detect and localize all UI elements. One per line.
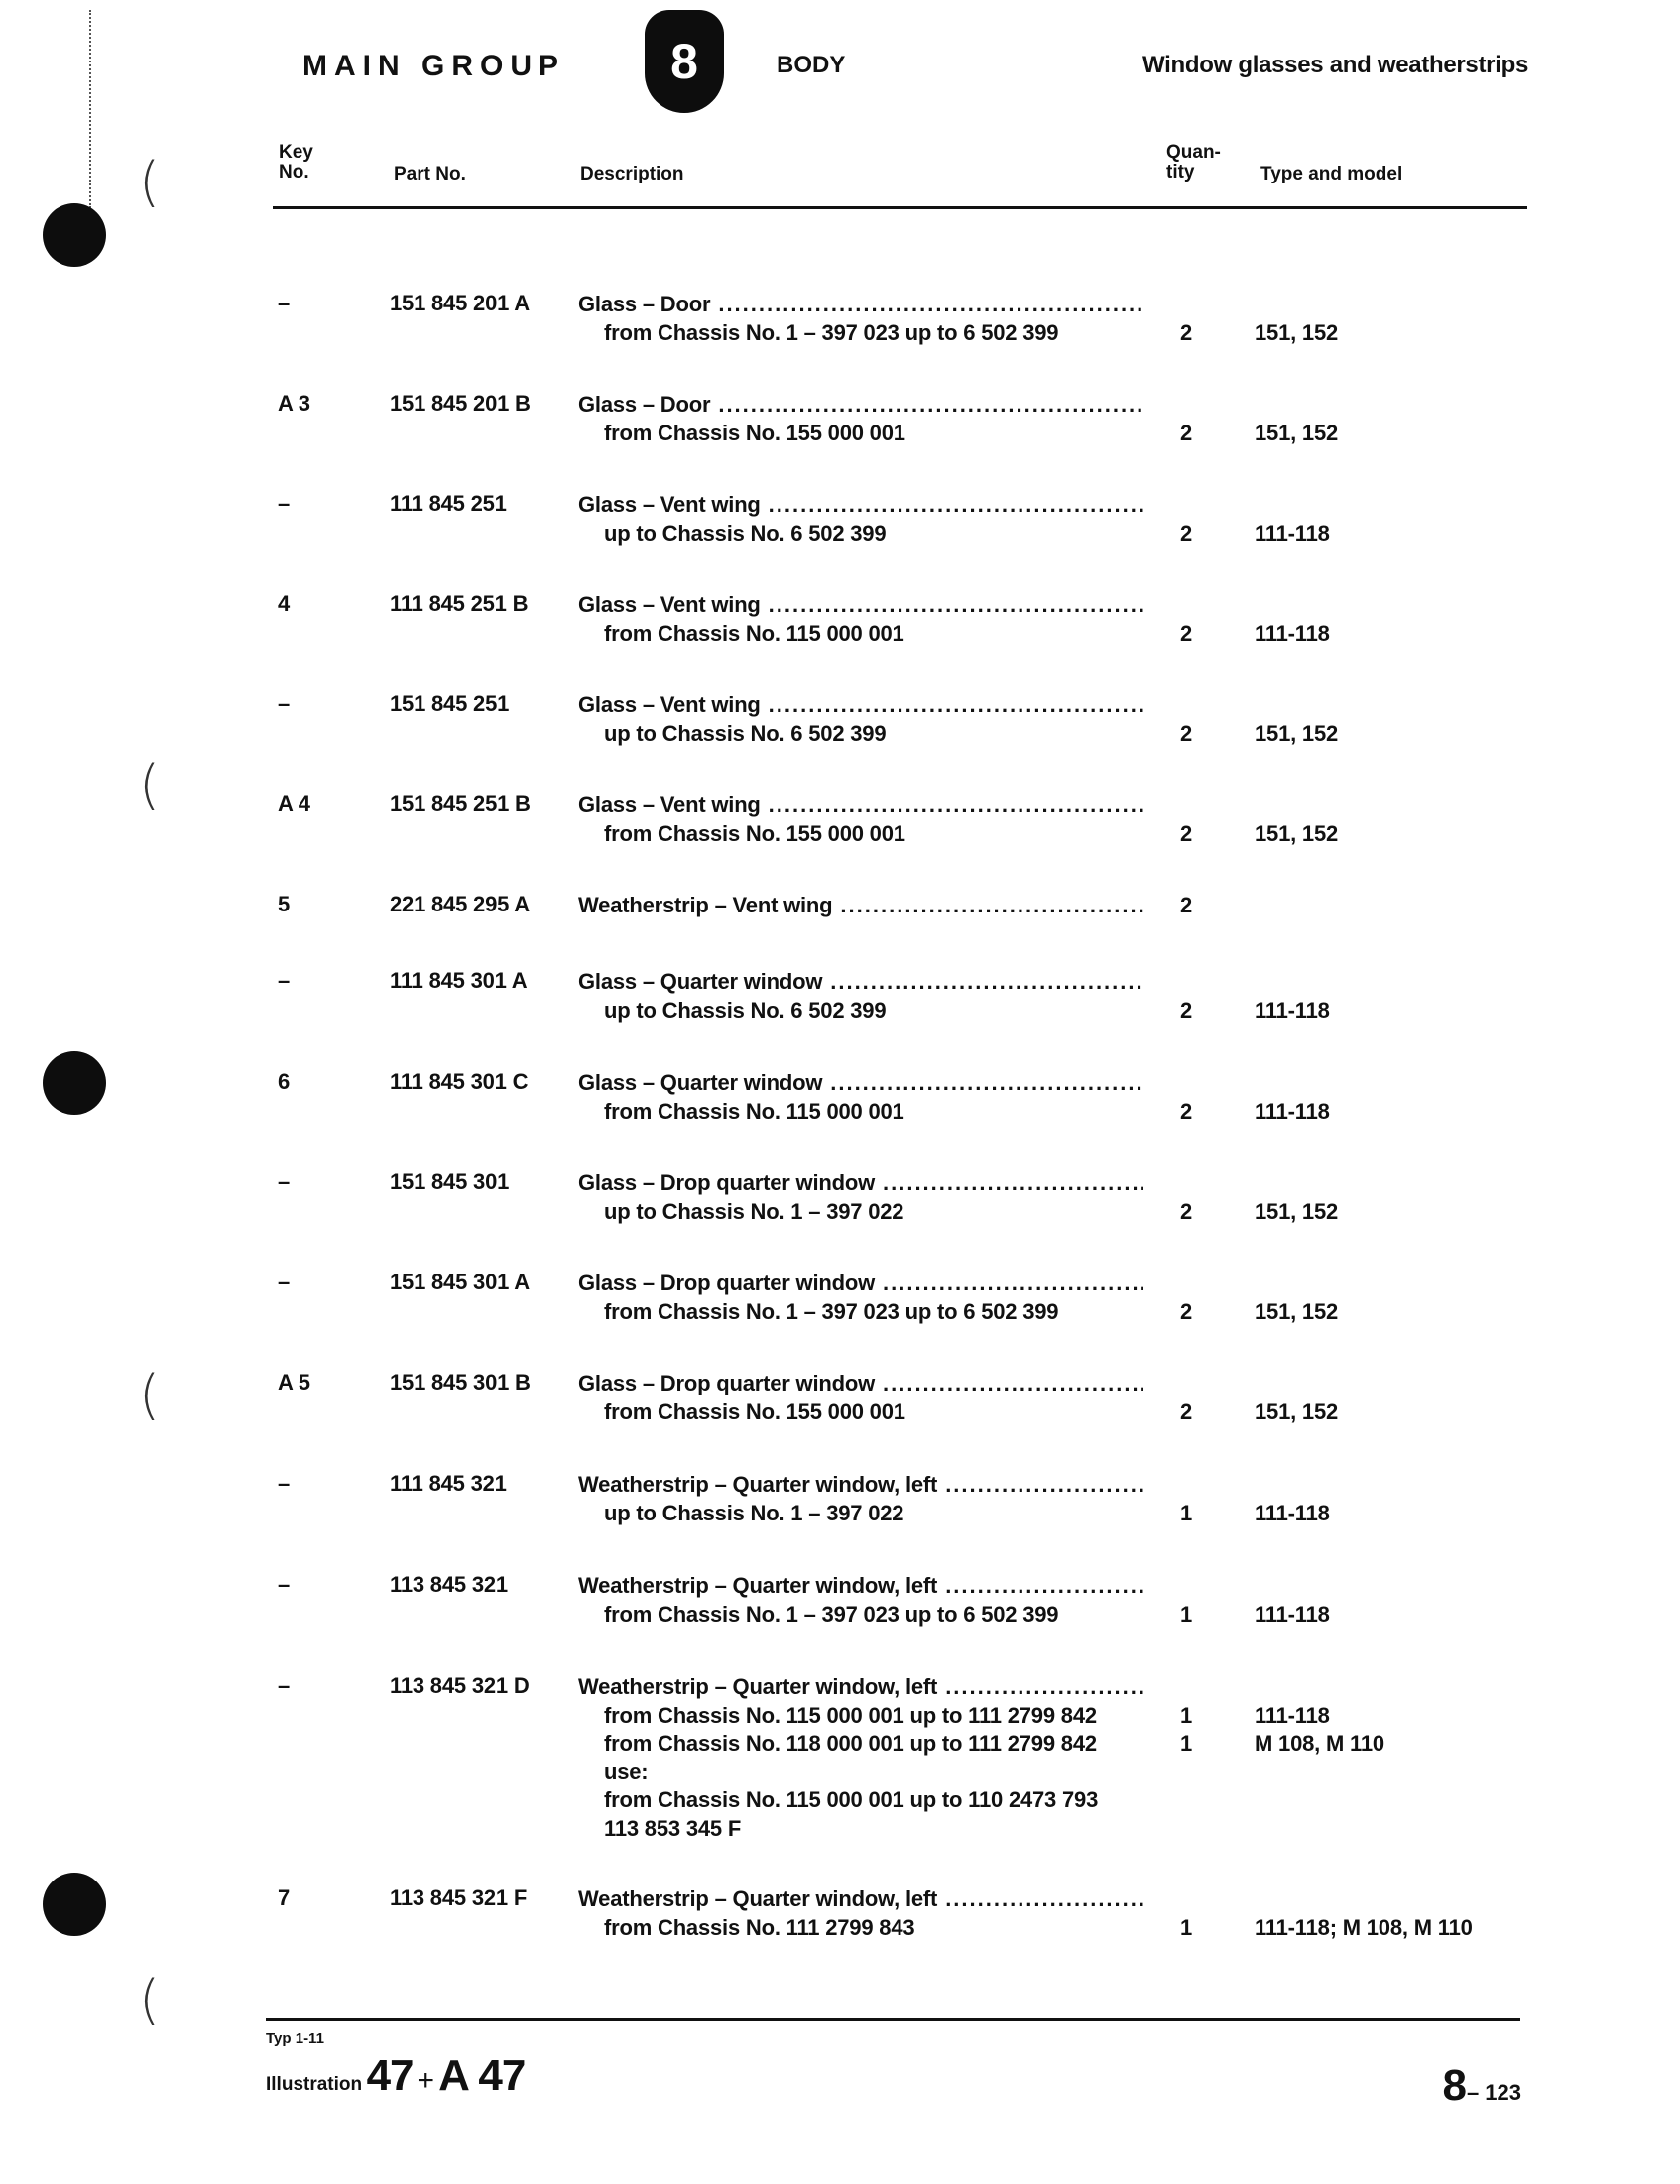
type-model — [1255, 997, 1330, 1026]
quantity — [1180, 520, 1192, 548]
leader-dots — [937, 1572, 1143, 1601]
description-line: from Chassis No. 115 000 001 — [604, 620, 904, 646]
key-number: – — [278, 291, 291, 315]
quantity-value: 1 — [1180, 1702, 1193, 1728]
description-title: Weatherstrip – Quarter window, left — [578, 1674, 938, 1699]
leader-dots — [710, 391, 1143, 420]
description-title: Glass – Door — [578, 292, 711, 316]
quantity-value: 2 — [1180, 1198, 1193, 1224]
type-model-value: 151, 152 — [1255, 1298, 1339, 1324]
description — [578, 491, 1143, 547]
part-number: 151 845 301 B — [390, 1370, 531, 1395]
part-number: 151 845 251 — [390, 691, 510, 716]
description — [578, 968, 1143, 1025]
type-model-value: 151, 152 — [1255, 1198, 1339, 1224]
quantity-value: 1 — [1180, 1601, 1193, 1627]
leader-dots — [761, 491, 1143, 520]
description-line: from Chassis No. 155 000 001 — [604, 1398, 905, 1424]
quantity-value: 2 — [1180, 997, 1193, 1023]
part-number: 111 845 301 A — [390, 968, 528, 993]
quantity — [1180, 720, 1192, 749]
quantity — [1180, 1098, 1192, 1127]
description — [578, 1270, 1143, 1326]
quantity-value: 2 — [1180, 1298, 1193, 1324]
leader-dots — [822, 1069, 1143, 1098]
col-quantity: Quan- tity — [1166, 142, 1221, 182]
key-number: 7 — [278, 1885, 291, 1910]
type-model — [1255, 720, 1338, 749]
key-number: – — [278, 1270, 291, 1294]
col-part-no: Part No. — [394, 164, 466, 184]
key-number: – — [278, 491, 291, 516]
description-title: Glass – Drop quarter window — [578, 1170, 875, 1195]
type-model — [1255, 1398, 1338, 1427]
description-line: from Chassis No. 155 000 001 — [604, 420, 905, 445]
key-number: A 3 — [278, 391, 310, 416]
type-model-value: 151, 152 — [1255, 319, 1339, 345]
key-number: 6 — [278, 1069, 291, 1094]
description-line: from Chassis No. 115 000 001 up to 110 2473 793 — [604, 1787, 1099, 1812]
description-line: from Chassis No. 1 – 397 023 up to 6 502 399 — [604, 1601, 1059, 1627]
description-title: Weatherstrip – Quarter window, left — [578, 1886, 938, 1911]
type-model — [1255, 319, 1338, 348]
key-number: 4 — [278, 591, 291, 616]
part-number: 151 845 301 — [390, 1169, 510, 1194]
type-model-value: 151, 152 — [1255, 820, 1339, 846]
group-name: BODY — [777, 52, 846, 78]
quantity — [1180, 1398, 1192, 1427]
description-line: from Chassis No. 155 000 001 — [604, 820, 905, 846]
section-title: Window glasses and weatherstrips — [1142, 52, 1528, 78]
description — [578, 391, 1143, 447]
leader-dots — [710, 291, 1143, 319]
leader-dots — [937, 1885, 1143, 1914]
quantity-value: 2 — [1180, 520, 1193, 546]
description — [578, 1169, 1143, 1226]
description-line: up to Chassis No. 6 502 399 — [604, 720, 887, 746]
leader-dots — [761, 791, 1143, 820]
description — [578, 892, 1143, 920]
type-model-value: 111-118 — [1255, 1500, 1330, 1525]
leader-dots — [761, 691, 1143, 720]
key-number: A 5 — [278, 1370, 310, 1395]
type-model-value: 111-118 — [1255, 620, 1330, 646]
col-description: Description — [580, 164, 684, 184]
description-line: up to Chassis No. 1 – 397 022 — [604, 1198, 904, 1224]
description — [578, 691, 1143, 748]
group-number-badge — [645, 10, 724, 113]
description — [578, 291, 1143, 347]
type-model — [1255, 520, 1330, 548]
key-number: – — [278, 691, 291, 716]
description-line: from Chassis No. 115 000 001 — [604, 1098, 904, 1124]
quantity-value: 2 — [1180, 720, 1193, 746]
quantity — [1180, 892, 1192, 920]
description-title: Glass – Vent wing — [578, 492, 761, 517]
type-model — [1255, 1198, 1338, 1227]
page-number-main: 8 — [1442, 2061, 1467, 2110]
key-number: – — [278, 1572, 291, 1597]
quantity — [1180, 1298, 1192, 1327]
description-line: 113 853 345 F — [604, 1815, 742, 1841]
description-title: Glass – Drop quarter window — [578, 1371, 875, 1395]
type-model — [1255, 820, 1338, 849]
leader-dots — [832, 892, 1143, 920]
description-title: Glass – Vent wing — [578, 792, 761, 817]
type-model-value: 111-118 — [1255, 1702, 1330, 1728]
ring-bracket-icon: ( — [139, 1969, 161, 2031]
description — [578, 1885, 1143, 1942]
quantity-value: 1 — [1180, 1914, 1193, 1940]
type-model-value: 151, 152 — [1255, 720, 1339, 746]
quantity-value: 2 — [1180, 893, 1193, 917]
type-model-value: 111-118; M 108, M 110 — [1255, 1914, 1473, 1940]
description-title: Glass – Vent wing — [578, 592, 761, 617]
quantity — [1180, 620, 1192, 649]
punch-hole-icon — [43, 203, 106, 267]
description-title: Glass – Vent wing — [578, 692, 761, 717]
illustration-ref — [266, 2051, 525, 2101]
description-line: from Chassis No. 1 – 397 023 up to 6 502 399 — [604, 319, 1059, 345]
description — [578, 791, 1143, 848]
type-model — [1255, 1702, 1384, 1759]
quantity-value: 2 — [1180, 820, 1193, 846]
type-model — [1255, 1601, 1330, 1630]
description-line: up to Chassis No. 1 – 397 022 — [604, 1500, 904, 1525]
col-type-model: Type and model — [1260, 164, 1403, 184]
description-line: use: — [604, 1759, 649, 1784]
description-line: up to Chassis No. 6 502 399 — [604, 520, 887, 546]
illustration-number: 47 — [366, 2051, 414, 2100]
part-number: 151 845 251 B — [390, 791, 531, 816]
illustration-label: Illustration — [266, 2074, 363, 2095]
quantity-value: 2 — [1180, 1398, 1193, 1424]
typ-label: Typ 1-11 — [266, 2030, 324, 2047]
leader-dots — [875, 1270, 1143, 1298]
part-number: 111 845 301 C — [390, 1069, 529, 1094]
type-model-value: 151, 152 — [1255, 1398, 1339, 1424]
key-number: – — [278, 1471, 291, 1496]
description-line: from Chassis No. 1 – 397 023 up to 6 502 399 — [604, 1298, 1059, 1324]
description-title: Weatherstrip – Vent wing — [578, 893, 833, 917]
type-model-value: 111-118 — [1255, 1098, 1330, 1124]
part-number: 151 845 201 B — [390, 391, 531, 416]
description — [578, 1069, 1143, 1126]
quantity-value: 2 — [1180, 1098, 1193, 1124]
type-model-value: 151, 152 — [1255, 420, 1339, 445]
quantity — [1180, 1601, 1192, 1630]
key-number: 5 — [278, 892, 291, 916]
key-number: – — [278, 1673, 291, 1698]
description — [578, 1370, 1143, 1426]
part-number: 113 845 321 — [390, 1572, 508, 1597]
description-line: from Chassis No. 111 2799 843 — [604, 1914, 915, 1940]
quantity-value: 2 — [1180, 319, 1193, 345]
description — [578, 591, 1143, 648]
type-model-value: M 108, M 110 — [1255, 1731, 1384, 1756]
key-number: A 4 — [278, 791, 310, 816]
col-key-no: Key No. — [279, 142, 313, 182]
quantity-value: 1 — [1180, 1500, 1193, 1525]
page-header — [0, 34, 1680, 129]
illustration-number-alt: A 47 — [438, 2051, 526, 2100]
leader-dots — [937, 1673, 1143, 1702]
type-model — [1255, 1500, 1330, 1528]
key-number: – — [278, 1169, 291, 1194]
leader-dots — [875, 1370, 1143, 1398]
type-model-value: 111-118 — [1255, 1601, 1330, 1627]
type-model-value: 111-118 — [1255, 520, 1330, 546]
part-number: 221 845 295 A — [390, 892, 530, 916]
description — [578, 1673, 1143, 1843]
key-number: – — [278, 968, 291, 993]
page-number-sub: – 123 — [1466, 2080, 1521, 2105]
quantity — [1180, 1702, 1192, 1759]
page-number — [1442, 2061, 1521, 2111]
leader-dots — [822, 968, 1143, 997]
main-group-label: MAIN GROUP — [302, 50, 565, 82]
quantity — [1180, 820, 1192, 849]
quantity-value: 1 — [1180, 1731, 1193, 1756]
type-model — [1255, 1298, 1338, 1327]
description-title: Glass – Door — [578, 392, 711, 417]
type-model — [1255, 420, 1338, 448]
illustration-plus: + — [417, 2064, 435, 2097]
description-title: Weatherstrip – Quarter window, left — [578, 1472, 938, 1497]
footer-divider — [266, 2018, 1520, 2021]
description — [578, 1572, 1143, 1629]
quantity — [1180, 420, 1192, 448]
ring-bracket-icon: ( — [139, 151, 161, 213]
leader-dots — [937, 1471, 1143, 1500]
quantity-value: 2 — [1180, 620, 1193, 646]
description-title: Glass – Drop quarter window — [578, 1271, 875, 1295]
part-number: 151 845 301 A — [390, 1270, 530, 1294]
quantity — [1180, 1198, 1192, 1227]
part-number: 111 845 321 — [390, 1471, 507, 1496]
description-title: Glass – Quarter window — [578, 1070, 823, 1095]
description-title: Weatherstrip – Quarter window, left — [578, 1573, 938, 1598]
ring-bracket-icon: ( — [139, 754, 161, 816]
part-number: 113 845 321 D — [390, 1673, 530, 1698]
part-number: 151 845 201 A — [390, 291, 530, 315]
type-model-value: 111-118 — [1255, 997, 1330, 1023]
part-number: 111 845 251 — [390, 491, 507, 516]
description-line: up to Chassis No. 6 502 399 — [604, 997, 887, 1023]
leader-dots — [875, 1169, 1143, 1198]
part-number: 113 845 321 F — [390, 1885, 528, 1910]
header-divider — [273, 206, 1527, 209]
quantity — [1180, 319, 1192, 348]
quantity — [1180, 997, 1192, 1026]
type-model — [1255, 1098, 1330, 1127]
description-line: from Chassis No. 118 000 001 up to 111 2799 842 — [604, 1731, 1097, 1756]
ring-bracket-icon: ( — [139, 1364, 161, 1426]
part-number: 111 845 251 B — [390, 591, 529, 616]
quantity — [1180, 1914, 1192, 1943]
type-model — [1255, 1914, 1473, 1943]
punch-hole-icon — [43, 1051, 106, 1115]
description-title: Glass – Quarter window — [578, 969, 823, 994]
quantity-value: 2 — [1180, 420, 1193, 445]
punch-hole-icon — [43, 1873, 106, 1936]
description — [578, 1471, 1143, 1527]
quantity — [1180, 1500, 1192, 1528]
description-line: from Chassis No. 115 000 001 up to 111 2799 842 — [604, 1702, 1097, 1728]
group-number: 8 — [670, 34, 698, 89]
type-model — [1255, 620, 1330, 649]
leader-dots — [761, 591, 1143, 620]
